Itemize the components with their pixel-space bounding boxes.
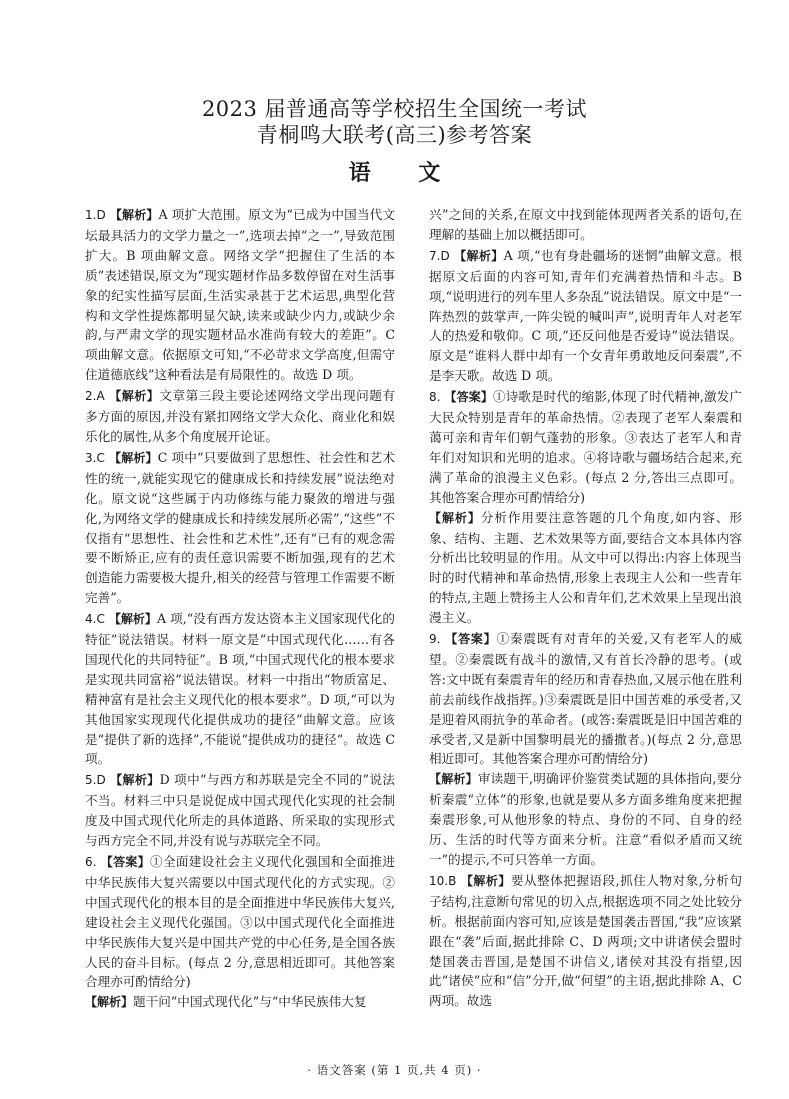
answer-item <box>412 205 742 245</box>
answer-tag: 【解析】 <box>109 389 160 404</box>
answer-tag: 【答案】 <box>100 855 151 869</box>
question-number: 2.A <box>85 389 105 404</box>
answer-item <box>68 205 395 385</box>
answer-paragraph <box>412 871 742 1011</box>
answer-text: 分析作用要注意答题的几个角度,如内容、形象、结构、主题、艺术效果等方面,要结合文本具体内容分析出比较明显的作用。从文中可以得出:内容上体现当时的时代精神和革命热情,形象上表现主人公和一些青年的特点,主题上赞扬主人公和青年们,艺术效果上呈现出浪漫主义。 <box>429 509 742 626</box>
question-number: 7.D <box>429 248 450 263</box>
exam-title: 2023 届普通高等学校招生全国统一考试 <box>201 97 588 121</box>
answer-paragraph <box>68 770 395 851</box>
answer-item <box>412 629 742 870</box>
question-number: 1.D <box>85 208 106 222</box>
answer-tag: 【解析】 <box>429 772 478 787</box>
answer-tag: 【解析】 <box>85 995 134 1010</box>
answer-text: ①诗歌是时代的缩影,体现了时代精神,激发广大民众特别是青年的革命热情。②表现了老军人秦震和蔼可亲和青年们朝气蓬勃的形象。③表达了老军人和青年们对知识和光明的追求。④将诗歌与疆场结合起来,充满了革命的浪漫主义色彩。(每点 2 分,答出三点即可。其他答案合理亦可酌情给分) <box>429 389 742 505</box>
answer-text: C 项中“只要做到了思想性、社会性和艺术性的统一,就能实现它的健康成长和持续发展”说法绝对化。原文说“这些属于内功修练与能力聚敛的增进与强化,为网络文学的健康成长和持续发展所必需”,“这些”不仅指有“思想性、社会性和艺术性”,还有“已有的观念需要不断矫正,应有的责任意识需要不断加强,现有的艺术创造能力需要极大提升,相关的经营与管理工作需要不断完善”。 <box>85 449 395 606</box>
answer-item <box>68 386 395 447</box>
answer-item <box>68 448 395 608</box>
answer-tag: 【解析】 <box>454 248 504 263</box>
answer-tag: 【答案】 <box>444 390 493 405</box>
answer-tag: 【解析】 <box>460 873 511 888</box>
answer-text: ①秦震既有对青年的关爱,又有老军人的威望。②秦震既有战斗的激情,又有首长冷静的思考。(或答:文中既有秦震青年的经历和青春热血,又展示他在胜利前去前线作战指挥。)③秦震既是旧中国苦难的承受者,又是迎着风雨抗争的革命者。(或答:秦震既是旧中国苦难的承受者,又是新中国黎明晨光的播撒者。)(每点 2 分,意思相近即可。其他答案合理亦可酌情给分) <box>429 631 742 767</box>
question-number: 9. <box>429 632 441 647</box>
explanation-paragraph <box>412 769 742 870</box>
answer-paragraph <box>68 852 395 992</box>
answer-text: 要从整体把握语段,抓住人物对象,分析句子结构,注意断句常见的切入点,根据选项不同之处比较分析。根据前面内容可知,应该是楚国袭击晋国,“我”应该紧跟在“袭”后面,据此排除 C、D 两项;文中讲诸侯会盟时楚国袭击晋国,是楚国不讲信义,诸侯对其没有指望,因此“诸侯”应和“信”分开,做“何望”的主语,据此排除 A、C 两项。故选 <box>429 872 742 1009</box>
question-number: 5.D <box>85 773 106 788</box>
answer-paragraph <box>68 205 395 385</box>
explanation-paragraph <box>412 508 742 628</box>
answer-text: 文章第三段主要论述网络文学出现问题有多方面的原因,并没有紧扣网络文学大众化、商业化和娱乐化的属性,从多个角度展开论证。 <box>85 388 395 444</box>
answer-text: A 项,“没有西方发达资本主义国家现代化的特征”说法错误。材料一原文是“中国式现代化……有各国现代化的共同特征”。B 项,“中国式现代化的根本要求是实现共同富裕”说法错误。材料一中指出“物质富足、精神富有是社会主义现代化的根本要求”。D 项,“可以为其他国家实现现代化提供成功的捷径”曲解文意。应该是“提供了新的选择”,不能说“提供成功的捷径”。故选 C 项。 <box>85 611 395 767</box>
answer-paragraph <box>68 386 395 447</box>
answer-paragraph <box>68 609 395 769</box>
subject-heading: 语 文 <box>348 161 461 186</box>
answer-tag: 【解析】 <box>429 510 481 525</box>
answer-text: D 项中“与西方和苏联是完全不同的”说法不当。材料三中只是说促成中国式现代化实现的社会制度及中国式现代化所走的具体道路、所采取的实现形式与西方完全不同,并没有说与苏联完全不同。 <box>85 772 395 849</box>
page-header <box>0 96 789 187</box>
right-column <box>412 205 742 1012</box>
answer-paragraph <box>68 448 395 608</box>
answer-item <box>412 871 742 1011</box>
answer-paragraph <box>412 205 742 245</box>
page-footer: · 语文答案 (第 1 页,共 4 页) · <box>307 1063 482 1077</box>
answer-item <box>68 609 395 769</box>
question-number: 10.B <box>429 873 457 888</box>
answer-text: A 项,“也有身赴疆场的迷惘”曲解文意。根据原文后面的内容可知,青年们充满着热情和斗志。B 项,“说明进行的列车里人多杂乱”说法错误。原文中是“一阵热烈的鼓掌声,一阵尖锐的喊叫声”,说明青年人对老军人的热爱和敬仰。C 项,“还反问他是否爱诗”说法错误。原文是“谁料人群中却有一个女青年勇敢地反问秦震”,不是李天歌。故选 D 项。 <box>429 247 742 384</box>
answer-item <box>412 246 742 386</box>
answer-paragraph <box>412 629 742 769</box>
left-column <box>68 205 395 1014</box>
exam-subtitle: 青桐鸣大联考(高三)参考答案 <box>256 123 533 147</box>
answer-tag: 【解析】 <box>110 773 160 788</box>
answer-text: A 项扩大范围。原文为“已成为中国当代文坛最具活力的文学力量之一”,选项去掉“之一”,导致范围扩大。B 项曲解文意。网络文学“把握住了生活的本质”表述错误,原文为“现实题材作品多数停留在对生活事象的纪实性描写层面,生活实录甚于艺术运思,典型化营构和文学性提炼都明显欠缺,读来或缺少内力,或缺少余韵,与严肃文学的现实题材品水准尚有较大的差距”。C 项曲解文意。依据原文可知,“不必苛求文学高度,但需守住道德底线”这种看法是有局限性的。故选 D 项。 <box>85 207 395 383</box>
question-number: 6. <box>85 855 97 869</box>
answer-item <box>68 770 395 851</box>
answer-item <box>412 387 742 628</box>
answer-tag: 【解析】 <box>109 208 159 222</box>
question-number: 8. <box>429 390 441 405</box>
answer-paragraph <box>412 387 742 507</box>
answer-text: 题干问“中国式现代化”与“中华民族伟大复 <box>133 994 367 1010</box>
answer-tag: 【解析】 <box>108 612 157 627</box>
answer-text: 审读题干,明确评价鉴赏类试题的具体指向,要分析秦震“立体”的形象,也就是要从多方面多维角度来把握秦震形象,可从他形象的特点、身份的不同、自身的经历、生活的时代等方面来分析。注意“看似矛盾而又统一”的提示,不可只答单一方面。 <box>429 771 742 867</box>
explanation-paragraph <box>68 992 395 1013</box>
answer-text: ①全面建设社会主义现代化强国和全面推进中华民族伟大复兴需要以中国式现代化的方式实现。②中国式现代化的根本目的是全面推进中华民族伟大复兴,建设社会主义现代化强国。③以中国式现代化全面推进中华民族伟大复兴是中国共产党的中心任务,是全国各族人民的奋斗目标。(每点 2 分,意思相近即可。其他答案合理亦可酌情给分) <box>85 854 395 990</box>
answer-tag: 【答案】 <box>445 632 497 647</box>
answer-item <box>68 852 395 1013</box>
answer-tag: 【解析】 <box>109 450 158 465</box>
answer-paragraph <box>412 246 742 386</box>
question-number: 4.C <box>85 612 105 627</box>
answer-text: 兴”之间的关系,在原文中找到能体现两者关系的语句,在理解的基础上加以概括即可。 <box>429 207 742 242</box>
question-number: 3.C <box>85 450 105 465</box>
